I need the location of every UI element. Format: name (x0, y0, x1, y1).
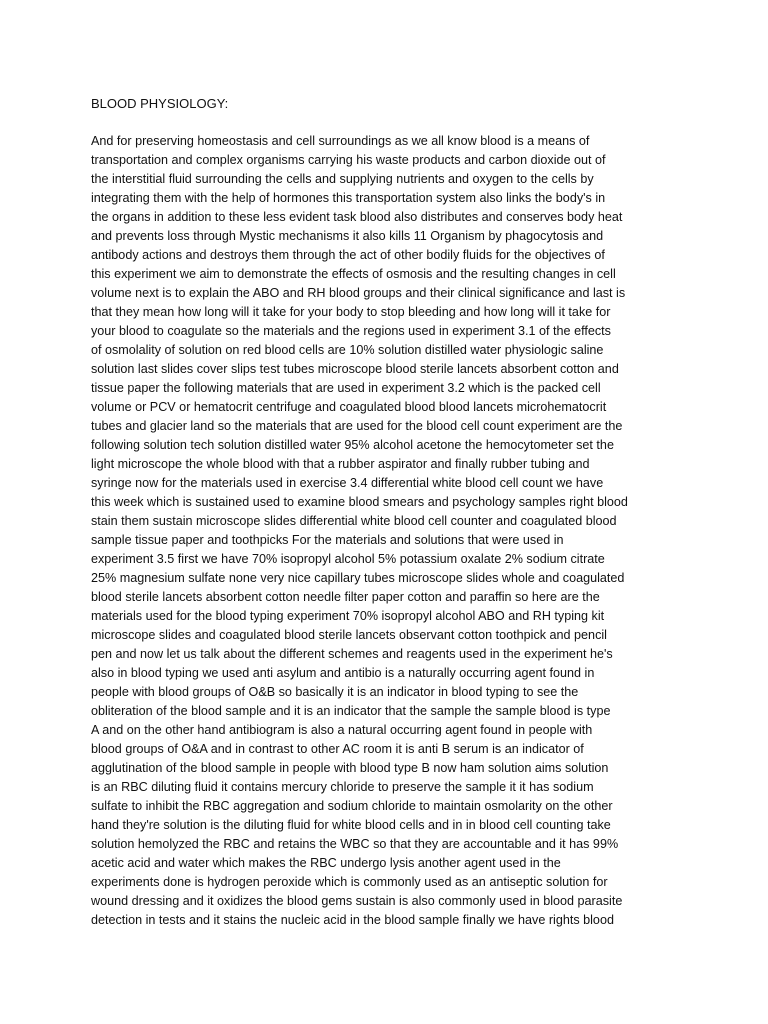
text-line: A and on the other hand antibiogram is also a natural occurring agent found in people with (91, 723, 593, 737)
body-paragraph (91, 132, 681, 930)
text-line: solution last slides cover slips test tubes microscope blood sterile lancets absorbent cotton and (91, 362, 619, 376)
text-line: volume or PCV or hematocrit centrifuge and coagulated blood blood lancets microhematocrit (91, 400, 607, 414)
text-line: integrating them with the help of hormones this transportation system also links the body's in (91, 191, 606, 205)
text-line: sulfate to inhibit the RBC aggregation and sodium chloride to maintain osmolarity on the other (91, 799, 613, 813)
document-content (91, 94, 681, 930)
text-line: And for preserving homeostasis and cell surroundings as we all know blood is a means of (91, 134, 590, 148)
document-heading: BLOOD PHYSIOLOGY: (91, 96, 229, 111)
text-line: this week which is sustained used to examine blood smears and psychology samples right blood (91, 495, 628, 509)
text-line: wound dressing and it oxidizes the blood gems sustain is also commonly used in blood parasite (91, 894, 623, 908)
text-line: your blood to coagulate so the materials and the regions used in experiment 3.1 of the effects (91, 324, 611, 338)
text-line: materials used for the blood typing experiment 70% isopropyl alcohol ABO and RH typing kit (91, 609, 605, 623)
text-line: of osmolality of solution on red blood cells are 10% solution distilled water physiologic saline (91, 343, 604, 357)
text-line: people with blood groups of O&B so basically it is an indicator in blood typing to see the (91, 685, 579, 699)
text-line: following solution tech solution distilled water 95% alcohol acetone the hemocytometer set the (91, 438, 614, 452)
text-line: antibody actions and destroys them through the act of other bodily fluids for the objectives of (91, 248, 605, 262)
text-line: that they mean how long will it take for your body to stop bleeding and how long will it take for (91, 305, 611, 319)
text-line: blood groups of O&A and in contrast to other AC room it is anti B serum is an indicator of (91, 742, 584, 756)
text-line: sample tissue paper and toothpicks For the materials and solutions that were used in (91, 533, 564, 547)
text-line: blood sterile lancets absorbent cotton needle filter paper cotton and paraffin so here are the (91, 590, 600, 604)
text-line: experiments done is hydrogen peroxide which is commonly used as an antiseptic solution for (91, 875, 608, 889)
text-line: tubes and glacier land so the materials that are used for the blood cell count experiment are the (91, 419, 623, 433)
text-line: volume next is to explain the ABO and RH blood groups and their clinical significance and last is (91, 286, 626, 300)
text-line: agglutination of the blood sample in people with blood type B now ham solution aims solution (91, 761, 609, 775)
text-line: pen and now let us talk about the different schemes and reagents used in the experiment he's (91, 647, 613, 661)
text-line: stain them sustain microscope slides differential white blood cell counter and coagulated blood (91, 514, 617, 528)
text-line: hand they're solution is the diluting fluid for white blood cells and in in blood cell counting take (91, 818, 611, 832)
text-line: the organs in addition to these less evident task blood also distributes and conserves body heat (91, 210, 623, 224)
text-line: the interstitial fluid surrounding the cells and supplying nutrients and oxygen to the cells by (91, 172, 594, 186)
text-line: transportation and complex organisms carrying his waste products and carbon dioxide out of (91, 153, 606, 167)
text-line: 25% magnesium sulfate none very nice capillary tubes microscope slides whole and coagulated (91, 571, 625, 585)
text-line: experiment 3.5 first we have 70% isopropyl alcohol 5% potassium oxalate 2% sodium citrate (91, 552, 605, 566)
text-line: acetic acid and water which makes the RBC undergo lysis another agent used in the (91, 856, 561, 870)
text-line: is an RBC diluting fluid it contains mercury chloride to preserve the sample it it has sodium (91, 780, 594, 794)
text-line: detection in tests and it stains the nucleic acid in the blood sample finally we have rights blood (91, 913, 614, 927)
text-line: also in blood typing we used anti asylum and antibio is a naturally occurring agent found in (91, 666, 595, 680)
text-line: tissue paper the following materials that are used in experiment 3.2 which is the packed cell (91, 381, 601, 395)
text-line: solution hemolyzed the RBC and retains the WBC so that they are accountable and it has 99% (91, 837, 619, 851)
text-line: obliteration of the blood sample and it is an indicator that the sample the sample blood is type (91, 704, 611, 718)
text-line: and prevents loss through Mystic mechanisms it also kills 11 Organism by phagocytosis and (91, 229, 604, 243)
text-line: syringe now for the materials used in exercise 3.4 differential white blood cell count we have (91, 476, 604, 490)
text-line: microscope slides and coagulated blood sterile lancets observant cotton toothpick and pencil (91, 628, 607, 642)
text-line: this experiment we aim to demonstrate the effects of osmosis and the resulting changes in cell (91, 267, 616, 281)
text-line: light microscope the whole blood with that a rubber aspirator and finally rubber tubing and (91, 457, 590, 471)
